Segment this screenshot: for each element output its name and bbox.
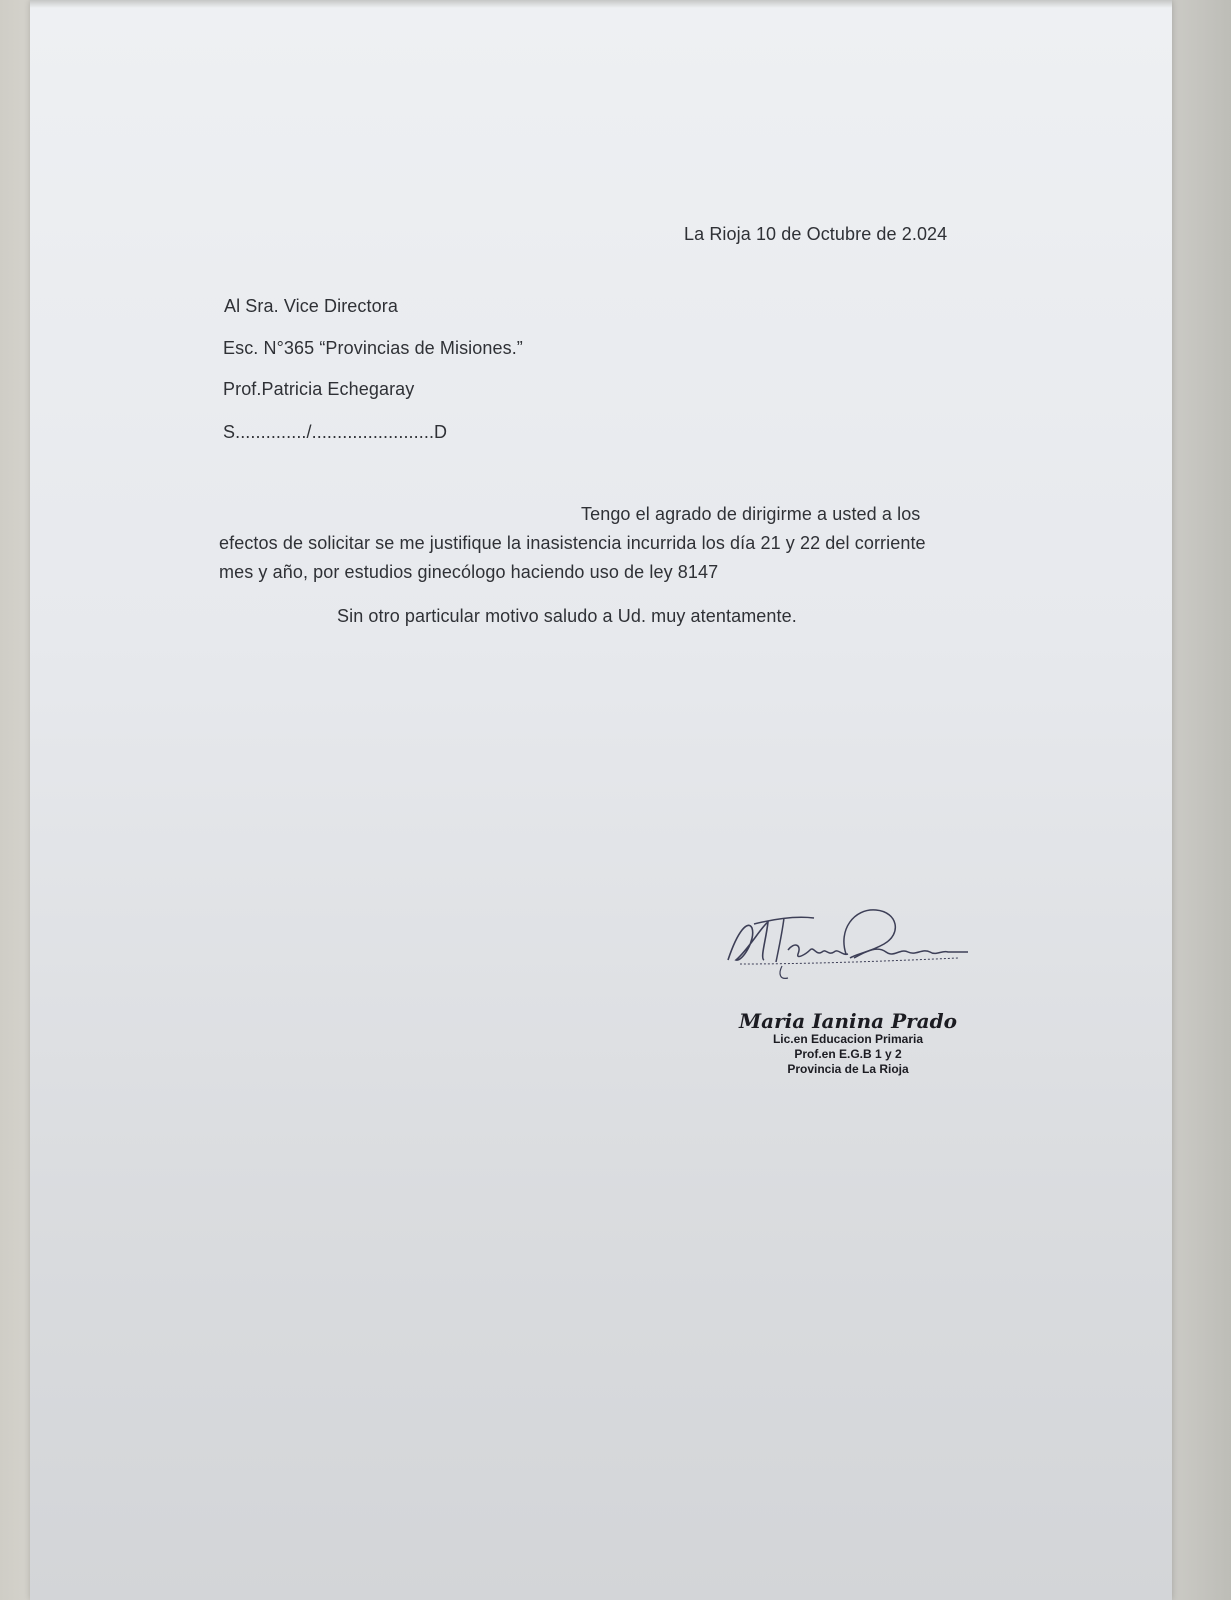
stamp-title-2: Prof.en E.G.B 1 y 2 <box>794 1047 902 1061</box>
recipient-line-1: Al Sra. Vice Directora <box>224 296 398 316</box>
recipient-line-3: Prof.Patricia Echegaray <box>223 379 415 399</box>
stamp-title-3: Provincia de La Rioja <box>787 1062 909 1076</box>
recipient-line-4: S............../........................D <box>223 422 448 442</box>
recipient-line-2: Esc. N°365 “Provincias de Misiones.” <box>223 338 523 358</box>
stamp-title-1: Lic.en Educacion Primaria <box>772 1032 924 1046</box>
body-line-2: efectos de solicitar se me justifique la inasistencia incurrida los día 21 y 22 del corriente <box>219 533 926 553</box>
signature-stamp <box>738 1010 958 1077</box>
body-line-3: mes y año, por estudios ginecólogo haciendo uso de ley 8147 <box>219 562 719 582</box>
body-line-1: Tengo el agrado de dirigirme a usted a los <box>581 504 921 524</box>
letter-date: La Rioja 10 de Octubre de 2.024 <box>684 224 948 244</box>
handwritten-signature <box>718 900 988 990</box>
closing-line: Sin otro particular motivo saludo a Ud. muy atentamente. <box>337 606 797 626</box>
letter-page <box>30 0 1172 1600</box>
stamp-name: Maria Ianina Prado <box>739 1009 957 1033</box>
